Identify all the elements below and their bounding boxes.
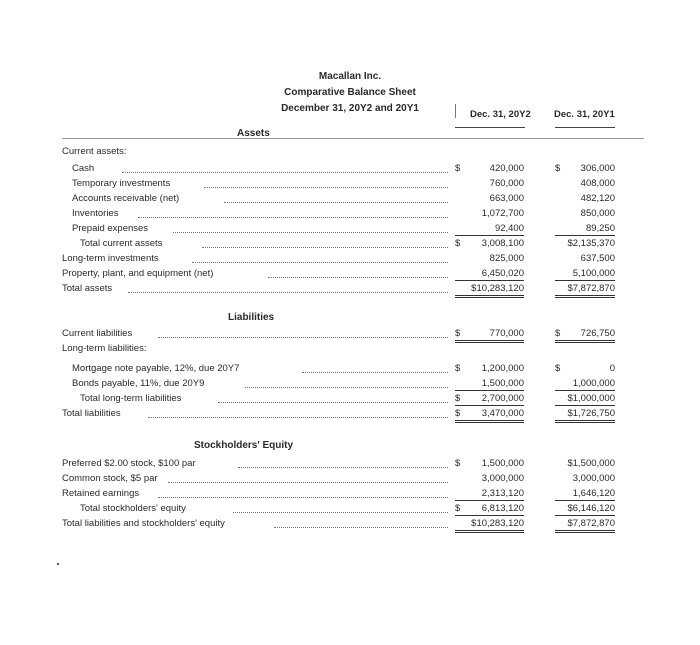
currency-symbol: $ xyxy=(555,328,561,339)
value-20y1 xyxy=(555,408,615,423)
amount: 6,813,120 xyxy=(481,503,524,514)
dot-leader xyxy=(202,247,448,248)
column-header-20y2: Dec. 31, 20Y2 xyxy=(470,109,531,120)
value-20y2 xyxy=(455,473,524,485)
value-20y2 xyxy=(455,518,524,533)
currency-symbol: $ xyxy=(455,163,461,174)
row-label: Total current assets xyxy=(80,238,163,249)
value-20y1 xyxy=(555,503,615,516)
currency-symbol: $ xyxy=(455,503,461,514)
row-label: Total liabilities and stockholders' equity xyxy=(62,518,225,529)
value-20y2 xyxy=(455,393,524,406)
value-20y1 xyxy=(555,193,615,205)
currency-symbol: $ xyxy=(455,408,461,419)
amount: 2,313,120 xyxy=(481,488,524,499)
dot-leader xyxy=(158,497,448,498)
amount: 0 xyxy=(609,363,615,374)
value-20y2 xyxy=(455,488,524,501)
dot-leader xyxy=(274,527,448,528)
value-20y2 xyxy=(455,283,524,298)
amount: $1,726,750 xyxy=(567,408,615,419)
amount: 825,000 xyxy=(489,253,524,264)
amount: 3,008,100 xyxy=(481,238,524,249)
currency-symbol: $ xyxy=(555,163,561,174)
row-label: Inventories xyxy=(72,208,119,219)
row-label: Accounts receivable (net) xyxy=(72,193,180,204)
dot-leader xyxy=(138,217,448,218)
currency-symbol: $ xyxy=(555,363,561,374)
value-20y1 xyxy=(555,473,615,485)
amount: 850,000 xyxy=(580,208,615,219)
amount: 1,500,000 xyxy=(481,458,524,469)
value-20y1 xyxy=(555,283,615,298)
header-rule xyxy=(62,138,644,139)
row-label: Temporary investments xyxy=(72,178,171,189)
amount: 2,700,000 xyxy=(481,393,524,404)
row-label: Cash xyxy=(72,163,95,174)
amount: 482,120 xyxy=(580,193,615,204)
amount: 3,000,000 xyxy=(481,473,524,484)
dot-leader xyxy=(168,482,448,483)
currency-symbol: $ xyxy=(455,458,461,469)
dot-leader xyxy=(245,387,448,388)
dot-leader xyxy=(268,277,448,278)
amount: 3,470,000 xyxy=(481,408,524,419)
currency-symbol: $ xyxy=(455,328,461,339)
row-label: Prepaid expenses xyxy=(72,223,149,234)
value-20y1 xyxy=(555,223,615,236)
value-20y2 xyxy=(455,208,524,220)
row-label: Common stock, $5 par xyxy=(62,473,158,484)
dot-leader xyxy=(128,292,448,293)
value-20y2 xyxy=(455,238,524,250)
value-20y1 xyxy=(555,163,615,175)
statement-title: Comparative Balance Sheet xyxy=(284,87,416,98)
value-20y2 xyxy=(455,163,524,175)
dot-leader xyxy=(238,467,448,468)
row-label: Preferred $2.00 stock, $100 par xyxy=(62,458,196,469)
value-20y2 xyxy=(455,408,524,423)
value-20y2 xyxy=(455,253,524,265)
value-20y1 xyxy=(555,238,615,250)
row-label: Total assets xyxy=(62,283,113,294)
row-label: Current assets: xyxy=(62,146,127,157)
col1-header-rule xyxy=(455,127,525,128)
currency-symbol: $ xyxy=(455,393,461,404)
dot-leader xyxy=(218,402,448,403)
row-label: Retained earnings xyxy=(62,488,140,499)
dot-leader xyxy=(173,232,448,233)
value-20y1 xyxy=(555,363,615,375)
dot-leader xyxy=(158,337,448,338)
amount: 3,000,000 xyxy=(572,473,615,484)
dot-leader xyxy=(302,372,448,373)
row-label: Long-term investments xyxy=(62,253,159,264)
row-label: Total stockholders' equity xyxy=(80,503,186,514)
amount: $7,872,870 xyxy=(567,283,615,294)
section-stockholders-equity: Stockholders' Equity xyxy=(194,440,294,451)
amount: 1,200,000 xyxy=(481,363,524,374)
value-20y2 xyxy=(455,268,524,281)
amount: 1,500,000 xyxy=(481,378,524,389)
dot-leader xyxy=(122,172,448,173)
value-20y2 xyxy=(455,328,524,343)
currency-symbol: $ xyxy=(455,363,461,374)
value-20y1 xyxy=(555,268,615,281)
column-header-20y1: Dec. 31, 20Y1 xyxy=(554,109,615,120)
amount: $6,146,120 xyxy=(567,503,615,514)
amount: 420,000 xyxy=(489,163,524,174)
value-20y2 xyxy=(455,378,524,391)
section-assets: Assets xyxy=(237,128,270,139)
amount: 1,000,000 xyxy=(572,378,615,389)
dot-leader xyxy=(233,512,448,513)
row-label: Property, plant, and equipment (net) xyxy=(62,268,214,279)
section-liabilities: Liabilities xyxy=(228,312,275,323)
amount: 6,450,020 xyxy=(481,268,524,279)
row-label: Mortgage note payable, 12%, due 20Y7 xyxy=(72,363,240,374)
amount: $1,000,000 xyxy=(567,393,615,404)
row-label: Long-term liabilities: xyxy=(62,343,147,354)
value-20y1 xyxy=(555,488,615,501)
amount: 92,400 xyxy=(494,223,524,234)
row-label: Total long-term liabilities xyxy=(80,393,182,404)
amount: 760,000 xyxy=(489,178,524,189)
amount: 663,000 xyxy=(489,193,524,204)
value-20y2 xyxy=(455,223,524,236)
dot-leader xyxy=(204,187,448,188)
value-20y2 xyxy=(455,363,524,375)
value-20y1 xyxy=(555,208,615,220)
company-name: Macallan Inc. xyxy=(318,71,382,82)
amount: 1,072,700 xyxy=(481,208,524,219)
amount: $10,283,120 xyxy=(471,518,524,529)
value-20y2 xyxy=(455,458,524,470)
dot-leader xyxy=(148,417,448,418)
amount: 637,500 xyxy=(580,253,615,264)
amount: $2,135,370 xyxy=(567,238,615,249)
amount: 770,000 xyxy=(489,328,524,339)
value-20y2 xyxy=(455,193,524,205)
dot-leader xyxy=(192,262,448,263)
amount: 5,100,000 xyxy=(572,268,615,279)
statement-date: December 31, 20Y2 and 20Y1 xyxy=(281,103,419,114)
value-20y1 xyxy=(555,178,615,190)
value-20y1 xyxy=(555,253,615,265)
value-20y1 xyxy=(555,458,615,470)
value-20y2 xyxy=(455,178,524,190)
value-20y1 xyxy=(555,518,615,533)
value-20y2 xyxy=(455,503,524,516)
col2-header-rule xyxy=(555,127,615,128)
dot-leader xyxy=(224,202,448,203)
amount: 306,000 xyxy=(580,163,615,174)
amount: 408,000 xyxy=(580,178,615,189)
stray-mark xyxy=(57,563,59,565)
row-label: Current liabilities xyxy=(62,328,133,339)
value-20y1 xyxy=(555,393,615,406)
amount: $1,500,000 xyxy=(567,458,615,469)
row-label: Bonds payable, 11%, due 20Y9 xyxy=(72,378,205,389)
amount: $7,872,870 xyxy=(567,518,615,529)
amount: 1,646,120 xyxy=(572,488,615,499)
amount: $10,283,120 xyxy=(471,283,524,294)
column-separator xyxy=(455,104,456,118)
amount: 89,250 xyxy=(585,223,615,234)
value-20y1 xyxy=(555,378,615,391)
row-label: Total liabilities xyxy=(62,408,121,419)
amount: 726,750 xyxy=(580,328,615,339)
value-20y1 xyxy=(555,328,615,343)
currency-symbol: $ xyxy=(455,238,461,249)
